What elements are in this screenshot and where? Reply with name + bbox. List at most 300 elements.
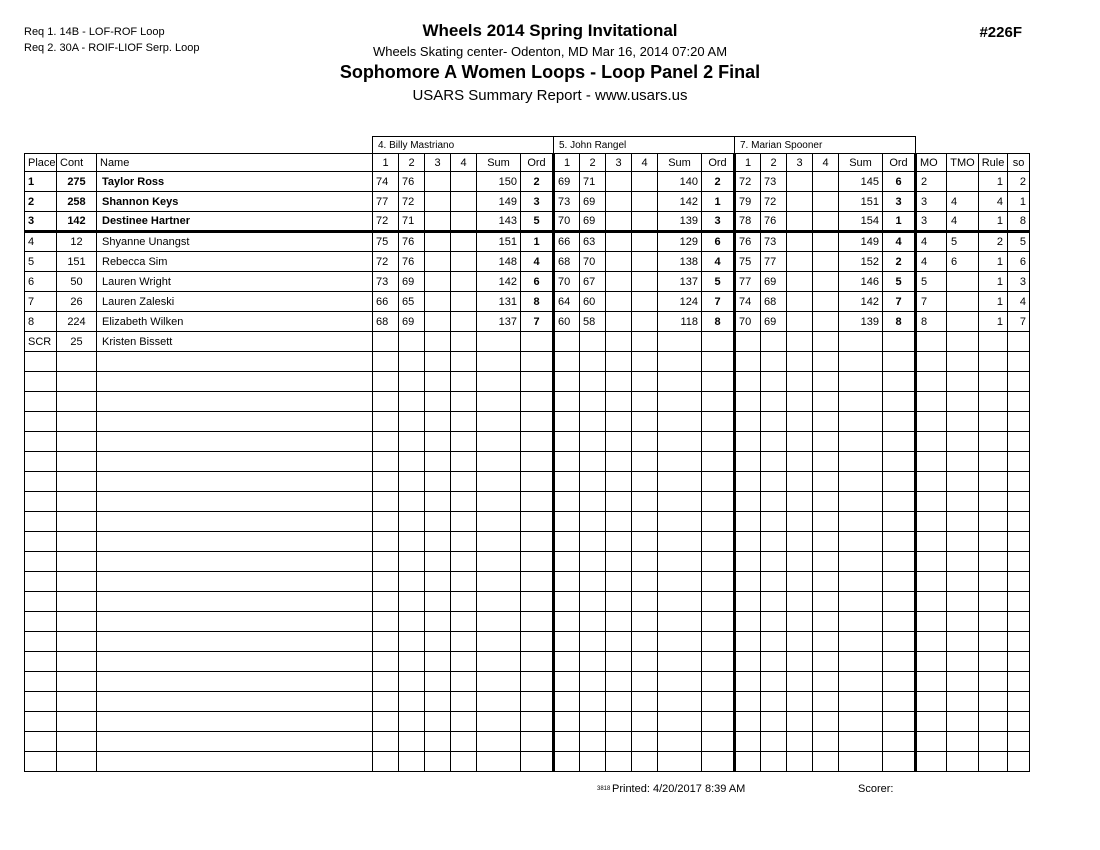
empty-cell [554, 692, 580, 712]
empty-cell [787, 372, 813, 392]
table-cell [606, 172, 632, 192]
empty-cell [477, 712, 521, 732]
empty-cell [521, 652, 554, 672]
empty-cell [813, 712, 839, 732]
empty-cell [399, 372, 425, 392]
empty-cell [632, 632, 658, 652]
empty-cell [658, 652, 702, 672]
empty-cell [632, 712, 658, 732]
empty-cell [451, 712, 477, 732]
empty-cell [521, 552, 554, 572]
table-cell: 4 [1008, 292, 1030, 312]
empty-cell [57, 652, 97, 672]
table-cell: 66 [554, 232, 580, 252]
table-cell: Rebecca Sim [97, 252, 373, 272]
empty-cell [477, 652, 521, 672]
table-cell: 76 [761, 212, 787, 232]
empty-cell [25, 492, 57, 512]
venue-line: Wheels Skating center- Odenton, MD Mar 16, 2014 07:20 AM [372, 44, 728, 59]
table-cell: 7 [25, 292, 57, 312]
empty-cell [761, 712, 787, 732]
empty-cell [554, 512, 580, 532]
empty-cell [373, 472, 399, 492]
empty-cell [57, 612, 97, 632]
empty-cell [606, 492, 632, 512]
empty-cell [97, 572, 373, 592]
table-cell: 4 [883, 232, 916, 252]
table-cell: 69 [554, 172, 580, 192]
empty-cell [787, 512, 813, 532]
empty-cell [839, 412, 883, 432]
empty-cell [425, 732, 451, 752]
empty-cell [916, 472, 947, 492]
table-cell [632, 172, 658, 192]
empty-cell [97, 692, 373, 712]
empty-cell [813, 452, 839, 472]
table-cell: 148 [477, 252, 521, 272]
empty-cell [554, 732, 580, 752]
table-cell [554, 332, 580, 352]
empty-cell [702, 572, 735, 592]
table-cell: 7 [521, 312, 554, 332]
empty-row [25, 492, 1030, 512]
table-cell: 2 [521, 172, 554, 192]
column-header: Sum [477, 154, 521, 172]
footer-version: 3818 [597, 786, 611, 792]
empty-cell [425, 572, 451, 592]
empty-cell [373, 652, 399, 672]
column-header: Sum [839, 154, 883, 172]
table-cell: 5 [25, 252, 57, 272]
empty-cell [1008, 612, 1030, 632]
empty-cell [477, 592, 521, 612]
empty-cell [57, 512, 97, 532]
empty-cell [947, 372, 979, 392]
empty-cell [580, 692, 606, 712]
table-cell: 139 [658, 212, 702, 232]
empty-cell [425, 552, 451, 572]
empty-cell [883, 352, 916, 372]
table-cell [632, 312, 658, 332]
empty-cell [97, 532, 373, 552]
empty-cell [632, 432, 658, 452]
table-cell: 2 [883, 252, 916, 272]
table-cell: 72 [373, 252, 399, 272]
empty-cell [735, 752, 761, 772]
empty-cell [606, 432, 632, 452]
empty-cell [979, 592, 1008, 612]
empty-cell [787, 592, 813, 612]
table-cell: 72 [761, 192, 787, 212]
empty-cell [813, 472, 839, 492]
empty-cell [979, 532, 1008, 552]
table-cell [580, 332, 606, 352]
column-header: 1 [735, 154, 761, 172]
table-cell: 1 [979, 212, 1008, 232]
empty-cell [451, 412, 477, 432]
empty-cell [813, 752, 839, 772]
empty-cell [979, 572, 1008, 592]
column-header-row [25, 154, 1030, 172]
table-cell: 1 [1008, 192, 1030, 212]
table-cell: 140 [658, 172, 702, 192]
empty-cell [477, 692, 521, 712]
table-cell: 73 [373, 272, 399, 292]
table-cell [632, 332, 658, 352]
table-cell: 4 [702, 252, 735, 272]
table-row [25, 192, 1030, 212]
empty-cell [477, 632, 521, 652]
empty-cell [425, 412, 451, 432]
empty-row [25, 372, 1030, 392]
column-header: 3 [425, 154, 451, 172]
empty-cell [477, 612, 521, 632]
table-row [25, 172, 1030, 192]
empty-cell [916, 532, 947, 552]
empty-cell [25, 692, 57, 712]
table-cell [787, 252, 813, 272]
column-header: Rule [979, 154, 1008, 172]
empty-cell [735, 432, 761, 452]
table-cell: 8 [883, 312, 916, 332]
empty-cell [606, 512, 632, 532]
empty-cell [57, 492, 97, 512]
empty-cell [947, 652, 979, 672]
empty-cell [787, 492, 813, 512]
table-cell: 5 [702, 272, 735, 292]
empty-cell [477, 452, 521, 472]
table-cell: 2 [1008, 172, 1030, 192]
table-cell: 68 [761, 292, 787, 312]
empty-cell [761, 392, 787, 412]
column-header: 1 [554, 154, 580, 172]
empty-cell [947, 432, 979, 452]
empty-cell [979, 552, 1008, 572]
column-header: 1 [373, 154, 399, 172]
empty-cell [57, 352, 97, 372]
empty-cell [979, 512, 1008, 532]
table-cell: 142 [839, 292, 883, 312]
empty-cell [787, 412, 813, 432]
empty-cell [702, 392, 735, 412]
empty-cell [451, 492, 477, 512]
table-cell: 7 [916, 292, 947, 312]
empty-cell [25, 392, 57, 412]
empty-cell [702, 552, 735, 572]
empty-cell [399, 752, 425, 772]
empty-cell [883, 432, 916, 452]
empty-cell [839, 432, 883, 452]
empty-cell [97, 412, 373, 432]
empty-cell [477, 492, 521, 512]
empty-cell [979, 672, 1008, 692]
empty-cell [658, 472, 702, 492]
empty-cell [947, 532, 979, 552]
column-header: Name [97, 154, 373, 172]
table-cell: 71 [580, 172, 606, 192]
empty-cell [702, 432, 735, 452]
table-cell: 7 [883, 292, 916, 312]
empty-cell [813, 372, 839, 392]
table-cell: 2 [25, 192, 57, 212]
empty-cell [658, 692, 702, 712]
empty-cell [554, 592, 580, 612]
table-cell: 8 [521, 292, 554, 312]
empty-cell [521, 472, 554, 492]
empty-cell [1008, 672, 1030, 692]
empty-cell [477, 392, 521, 412]
empty-cell [425, 752, 451, 772]
empty-cell [554, 352, 580, 372]
empty-cell [399, 412, 425, 432]
table-cell [787, 172, 813, 192]
empty-cell [761, 352, 787, 372]
table-cell: 154 [839, 212, 883, 232]
empty-cell [839, 592, 883, 612]
empty-cell [1008, 732, 1030, 752]
empty-cell [554, 752, 580, 772]
table-cell [632, 232, 658, 252]
table-cell: 4 [947, 192, 979, 212]
table-cell [606, 212, 632, 232]
empty-cell [632, 572, 658, 592]
table-cell: 3 [1008, 272, 1030, 292]
empty-cell [761, 672, 787, 692]
empty-cell [477, 672, 521, 692]
empty-cell [97, 512, 373, 532]
empty-cell [839, 512, 883, 532]
table-row [25, 332, 1030, 352]
empty-cell [979, 492, 1008, 512]
empty-cell [25, 432, 57, 452]
empty-cell [839, 652, 883, 672]
empty-cell [979, 712, 1008, 732]
empty-cell [451, 572, 477, 592]
empty-cell [658, 552, 702, 572]
empty-cell [658, 672, 702, 692]
table-cell [606, 312, 632, 332]
table-cell [916, 332, 947, 352]
empty-cell [451, 392, 477, 412]
table-cell: 67 [580, 272, 606, 292]
table-cell [813, 172, 839, 192]
empty-cell [399, 572, 425, 592]
empty-cell [839, 552, 883, 572]
footer-printed: Printed: 4/20/2017 8:39 AM [612, 783, 746, 795]
empty-cell [813, 492, 839, 512]
empty-cell [658, 732, 702, 752]
table-cell: 131 [477, 292, 521, 312]
empty-cell [57, 452, 97, 472]
empty-cell [57, 572, 97, 592]
table-cell [947, 272, 979, 292]
empty-cell [839, 492, 883, 512]
table-cell: 137 [658, 272, 702, 292]
empty-cell [477, 732, 521, 752]
empty-cell [702, 412, 735, 432]
empty-cell [761, 572, 787, 592]
table-cell: 4 [25, 232, 57, 252]
empty-cell [97, 632, 373, 652]
table-cell: Shyanne Unangst [97, 232, 373, 252]
empty-cell [735, 352, 761, 372]
empty-cell [57, 672, 97, 692]
table-cell: 150 [477, 172, 521, 192]
empty-cell [658, 432, 702, 452]
empty-cell [25, 712, 57, 732]
empty-cell [813, 532, 839, 552]
empty-cell [735, 392, 761, 412]
empty-cell [632, 372, 658, 392]
table-cell [658, 332, 702, 352]
table-cell [787, 292, 813, 312]
table-cell: 63 [580, 232, 606, 252]
empty-cell [477, 752, 521, 772]
table-cell: 26 [57, 292, 97, 312]
column-header: 2 [761, 154, 787, 172]
table-cell: 6 [883, 172, 916, 192]
empty-cell [787, 612, 813, 632]
empty-row [25, 532, 1030, 552]
empty-cell [813, 672, 839, 692]
table-cell: 1 [25, 172, 57, 192]
empty-cell [25, 592, 57, 612]
empty-cell [947, 552, 979, 572]
empty-cell [399, 632, 425, 652]
empty-cell [477, 572, 521, 592]
empty-cell [883, 512, 916, 532]
empty-cell [554, 432, 580, 452]
empty-cell [425, 392, 451, 412]
table-cell [451, 172, 477, 192]
table-cell: 6 [521, 272, 554, 292]
empty-cell [787, 572, 813, 592]
empty-cell [735, 692, 761, 712]
empty-cell [916, 432, 947, 452]
empty-cell [947, 412, 979, 432]
empty-cell [813, 652, 839, 672]
empty-cell [25, 652, 57, 672]
table-cell: 151 [57, 252, 97, 272]
table-cell: 75 [373, 232, 399, 252]
empty-cell [373, 412, 399, 432]
empty-cell [373, 612, 399, 632]
empty-cell [399, 552, 425, 572]
empty-cell [761, 692, 787, 712]
empty-cell [25, 572, 57, 592]
empty-cell [606, 472, 632, 492]
empty-cell [373, 572, 399, 592]
table-cell: 69 [761, 272, 787, 292]
empty-cell [761, 532, 787, 552]
column-header: 3 [787, 154, 813, 172]
column-header: 3 [606, 154, 632, 172]
empty-cell [580, 752, 606, 772]
empty-cell [839, 632, 883, 652]
table-cell: 69 [761, 312, 787, 332]
column-header: 4 [632, 154, 658, 172]
empty-cell [425, 652, 451, 672]
empty-cell [916, 352, 947, 372]
empty-cell [916, 592, 947, 612]
table-cell: 8 [916, 312, 947, 332]
empty-cell [373, 512, 399, 532]
table-cell [947, 312, 979, 332]
empty-cell [97, 392, 373, 412]
empty-cell [425, 632, 451, 652]
empty-cell [735, 412, 761, 432]
empty-row [25, 412, 1030, 432]
empty-cell [787, 652, 813, 672]
empty-cell [425, 352, 451, 372]
empty-cell [25, 452, 57, 472]
empty-cell [916, 692, 947, 712]
table-cell: 137 [477, 312, 521, 332]
empty-cell [916, 372, 947, 392]
table-cell [451, 292, 477, 312]
table-cell: 3 [916, 192, 947, 212]
empty-cell [947, 352, 979, 372]
empty-cell [883, 672, 916, 692]
empty-cell [399, 712, 425, 732]
empty-cell [373, 372, 399, 392]
empty-cell [57, 692, 97, 712]
table-cell [451, 272, 477, 292]
empty-cell [521, 572, 554, 592]
table-cell [451, 252, 477, 272]
table-cell: 69 [399, 272, 425, 292]
empty-cell [813, 352, 839, 372]
table-cell: 4 [947, 212, 979, 232]
empty-cell [916, 732, 947, 752]
empty-cell [632, 732, 658, 752]
empty-cell [1008, 692, 1030, 712]
table-cell [451, 232, 477, 252]
table-cell: 4 [979, 192, 1008, 212]
empty-cell [658, 452, 702, 472]
empty-cell [580, 412, 606, 432]
table-cell [632, 292, 658, 312]
empty-cell [883, 552, 916, 572]
empty-row [25, 472, 1030, 492]
empty-cell [425, 472, 451, 492]
table-cell: 142 [477, 272, 521, 292]
empty-cell [735, 452, 761, 472]
table-cell: 5 [883, 272, 916, 292]
empty-cell [451, 452, 477, 472]
empty-cell [554, 552, 580, 572]
empty-cell [580, 352, 606, 372]
table-cell: 65 [399, 292, 425, 312]
table-cell: 69 [399, 312, 425, 332]
empty-cell [399, 472, 425, 492]
empty-cell [702, 452, 735, 472]
empty-cell [787, 392, 813, 412]
empty-cell [477, 552, 521, 572]
table-cell: 2 [702, 172, 735, 192]
table-cell: 7 [1008, 312, 1030, 332]
empty-cell [425, 692, 451, 712]
empty-cell [702, 592, 735, 612]
empty-cell [97, 472, 373, 492]
empty-cell [632, 752, 658, 772]
empty-cell [25, 532, 57, 552]
empty-cell [813, 412, 839, 432]
empty-row [25, 632, 1030, 652]
empty-cell [373, 712, 399, 732]
table-cell [606, 332, 632, 352]
empty-cell [658, 612, 702, 632]
